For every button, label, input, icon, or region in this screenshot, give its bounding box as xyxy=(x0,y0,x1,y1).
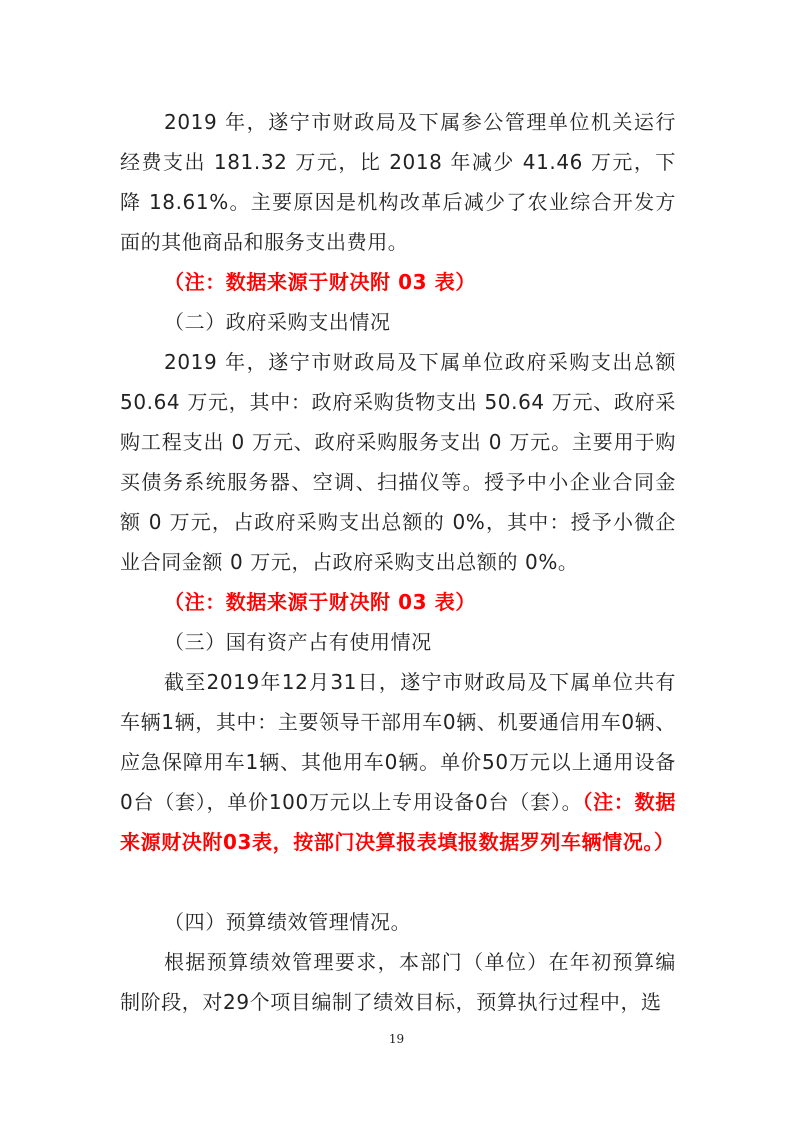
note-source-1: （注：数据来源于财决附 03 表） xyxy=(164,270,476,294)
paragraph-state-assets-text: 截至2019年12月31日，遂宁市财政局及下属单位共有车辆1辆，其中：主要领导干部用车0辆、机要通信用车0辆、应急保障用车1辆、其他用车0辆。单价50万元以上通用设备0台（套），单价100万元以上专用设备0台（套）。 xyxy=(120,670,676,814)
heading-performance-management: （四）预算绩效管理情况。 xyxy=(164,910,412,934)
heading-state-assets: （三）国有资产占有使用情况 xyxy=(164,630,432,654)
note-source-3: （注：数据来源财决附03表，按部门决算报表填报数据罗列车辆情况。） xyxy=(120,790,677,854)
note-source-2: （注：数据来源于财决附 03 表） xyxy=(164,590,476,614)
paragraph-state-assets xyxy=(120,662,676,862)
page-number: 19 xyxy=(388,1032,405,1046)
paragraph-performance-management: 根据预算绩效管理要求，本部门（单位）在年初预算编制阶段，对29个项目编制了绩效目标，预算执行过程中，选 xyxy=(120,950,676,1014)
heading-government-procurement: （二）政府采购支出情况 xyxy=(164,310,391,334)
paragraph-government-procurement: 2019 年，遂宁市财政局及下属单位政府采购支出总额 50.64 万元，其中：政府采购货物支出 50.64 万元、政府采购工程支出 0 万元、政府采购服务支出 0 万元。主要用于购买债务系统服务器、空调、扫描仪等。授予中小企业合同金额 0 万元，占政府采购支出总额的 0%，其中：授予小微企业合同金额 0 万元，占政府采购支出总额的 0%。 xyxy=(120,350,676,574)
paragraph-operating-expenses: 2019 年，遂宁市财政局及下属参公管理单位机关运行经费支出 181.32 万元，比 2018 年减少 41.46 万元，下降 18.61%。主要原因是机构改革后减少了农业综合开发方面的其他商品和服务支出费用。 xyxy=(120,110,676,254)
